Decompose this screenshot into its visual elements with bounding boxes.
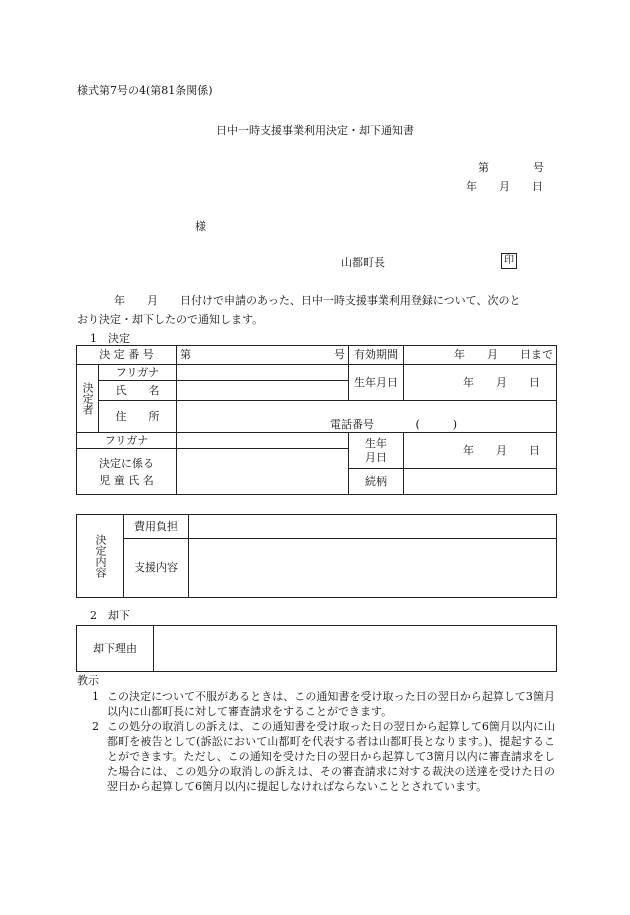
addressee-suffix: 様 (195, 220, 206, 233)
note-item (77, 719, 555, 794)
decision-content-table (76, 514, 557, 598)
issue-date: 年 月 日 (466, 180, 543, 193)
child-name-value (177, 449, 349, 495)
validity-value: 年 月 日まで (404, 346, 557, 365)
rejection-reason-value (154, 626, 557, 672)
issuer-name: 山都町長 (341, 256, 385, 269)
decision-number-value (177, 346, 349, 365)
child-birth-value: 年 月 日 (404, 433, 557, 469)
decider-address-value (177, 401, 557, 433)
decider-name-value (177, 381, 349, 401)
note-text: この決定について不服があるときは、この通知書を受け取った日の翌日から起算して3箇月以内に山都町長に対して審査請求をすることができます。 (107, 690, 555, 718)
child-name-label-line2: 児 童 氏 名 (99, 473, 154, 487)
validity-label: 有効期間 (349, 346, 404, 365)
seal-mark (501, 253, 517, 269)
intro-line-2: おり決定・却下したので通知します。 (77, 313, 264, 326)
support-content-value (189, 539, 557, 598)
section-2-heading: 2 却下 (90, 609, 130, 622)
document-title: 日中一時支援事業利用決定・却下通知書 (216, 124, 414, 137)
cost-burden-label: 費用負担 (124, 515, 189, 539)
decision-content-label-text: 決定内容 (94, 534, 107, 578)
seal-label: 印 (501, 253, 517, 269)
form-label: 様式第7号の4(第81条関係) (77, 84, 213, 97)
child-name-label (77, 449, 177, 495)
decision-table (76, 345, 557, 495)
phone-label: 電話番号 (330, 417, 374, 431)
child-name-label-line1: 決定に係る (99, 456, 154, 470)
relation-value (404, 469, 557, 495)
child-furigana-label: フリガナ (77, 433, 177, 449)
note-item (77, 689, 555, 719)
support-content-label: 支援内容 (124, 539, 189, 598)
decision-content-label (77, 515, 124, 598)
decider-label (77, 365, 99, 433)
decider-furigana-value (177, 365, 349, 381)
decision-number-suffix: 号 (334, 348, 345, 362)
note-number: 1 (92, 690, 99, 703)
decider-address-label: 住 所 (99, 401, 177, 433)
notes-list (77, 689, 555, 794)
section-1-heading: 1 決定 (90, 332, 130, 345)
phone-value: ( ) (415, 417, 458, 431)
child-birth-label-line2: 月日 (365, 450, 387, 464)
note-number: 2 (92, 720, 99, 733)
decider-label-text: 決定者 (81, 382, 95, 415)
child-furigana-value (177, 433, 349, 449)
notes-heading: 教示 (77, 674, 99, 687)
cost-burden-value (189, 515, 557, 539)
decision-number-prefix: 第 (180, 348, 191, 362)
relation-label: 続柄 (349, 469, 404, 495)
child-birth-label-line1: 生年 (365, 437, 387, 451)
rejection-reason-label: 却下理由 (77, 626, 154, 672)
decision-number-label: 決 定 番 号 (77, 346, 177, 365)
rejection-table (76, 625, 557, 672)
decider-furigana-label: フリガナ (99, 365, 177, 381)
decider-birth-label: 生年月日 (349, 365, 404, 401)
child-birth-label (349, 433, 404, 469)
document-number: 第 号 (478, 161, 544, 174)
decider-birth-value: 年 月 日 (404, 365, 557, 401)
intro-line-1: 年 月 日付けで申請のあった、日中一時支援事業利用登録について、次のと (114, 294, 521, 307)
decider-name-label: 氏 名 (99, 381, 177, 401)
note-text: この処分の取消しの訴えは、この通知書を受け取った日の翌日から起算して6箇月以内に山都町を被告として(訴訟において山都町を代表する者は山都町長となります。)、提起することができます。ただし、この通知を受けた日の翌日から起算して3箇月以内に審査請求をした場合には、この処分の取消しの訴えは、その審査請求に対する裁決の送達を受けた日の翌日から起算して6箇月以内に提起しなければならないこととされています。 (107, 720, 555, 793)
